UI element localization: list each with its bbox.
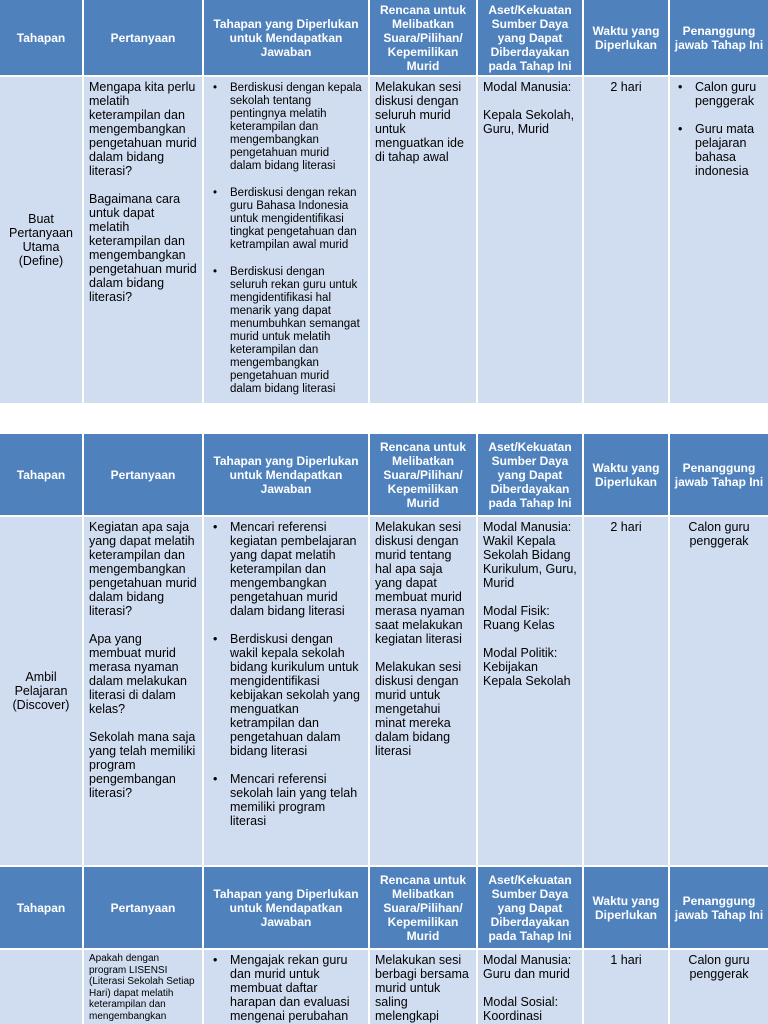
aset-text: Modal Manusia: Wakil Kepala Sekolah Bidang Kurikulum, Guru, Murid [483,520,577,590]
tahapan-list-cell [204,517,368,865]
pertanyaan-text: Mengapa kita perlu melatih keterampilan dan mengembangkan pengetahuan murid dalam bidang literasi? [89,80,197,178]
list-item: • Mencari referensi kegiatan pembelajaran yang dapat melatih keterampilan dan mengembangkan pengetahuan murid dalam bidang literasi [230,520,363,618]
penanggung-cell [670,950,768,1024]
rencana-text: Melakukan sesi berbagi bersama murid untuk saling melengkapi [375,953,469,1023]
header-aset: Aset/Kekuatan Sumber Daya yang Dapat Diberdayakan pada Tahap Ini [478,0,582,75]
header-penanggung: Penanggung jawab Tahap Ini [670,867,768,948]
aset-text: Modal Manusia: [483,80,572,94]
header-tahapan: Tahapan [0,867,82,948]
list-item: • Berdiskusi dengan rekan guru Bahasa Indonesia untuk mengidentifikasi tingkat pengetahuan dan ketrampilan awal murid [230,187,363,252]
header-waktu: Waktu yang Diperlukan [584,867,668,948]
pertanyaan-text: Kegiatan apa saja yang dapat melatih keterampilan dan mengembangkan pengetahuan murid dalam bidang literasi? [89,520,197,618]
header-tahapan-diperlukan: Tahapan yang Diperlukan untuk Mendapatkan Jawaban [204,0,368,75]
header-pertanyaan: Pertanyaan [84,867,202,948]
rencana-text: Melakukan sesi diskusi dengan murid tentang hal apa saja yang dapat membuat murid merasa nyaman saat melakukan kegiatan literasi [375,520,465,646]
list-item: • Berdiskusi dengan kepala sekolah tentang pentingnya melatih keterampilan dan mengembangkan pengetahuan murid dalam bidang literasi [230,82,363,173]
waktu-cell [584,950,668,1024]
rencana-cell [370,77,476,403]
rencana-text: Melakukan sesi diskusi dengan seluruh murid untuk menguatkan ide di tahap awal [375,80,464,164]
header-penanggung: Penanggung jawab Tahap Ini [670,434,768,515]
pertanyaan-text: Apa yang membuat murid merasa nyaman dalam melakukan literasi di dalam kelas? [89,632,187,716]
pertanyaan-cell [84,517,202,865]
header-tahapan: Tahapan [0,434,82,515]
list-item: • Berdiskusi dengan wakil kepala sekolah bidang kurikulum untuk mengidentifikasi kebijakan sekolah yang menguatkan ketrampilan dan pengetahuan dalam bidang literasi [230,632,363,758]
pertanyaan-text: Sekolah mana saja yang telah memiliki program pengembangan literasi? [89,730,196,800]
aset-text: Kepala Sekolah, Guru, Murid [483,108,575,136]
rencana-cell [370,950,476,1024]
header-pertanyaan: Pertanyaan [84,0,202,75]
pertanyaan-text: Apakah dengan program LISENSI (Literasi Sekolah Setiap Hari) dapat melatih keterampilan dan mengembangkan [89,953,195,1022]
header-rencana: Rencana untuk Melibatkan Suara/Pilihan/ Kepemilikan Murid [370,434,476,515]
header-tahapan-diperlukan: Tahapan yang Diperlukan untuk Mendapatkan Jawaban [204,867,368,948]
tahapan-list-cell [204,77,368,403]
tahapan-cell [0,950,82,1024]
pertanyaan-text: Bagaimana cara untuk dapat melatih keterampilan dan mengembangkan pengetahuan murid dalam bidang literasi? [89,192,197,304]
header-pertanyaan: Pertanyaan [84,434,202,515]
header-rencana: Rencana untuk Melibatkan Suara/Pilihan/ Kepemilikan Murid [370,867,476,948]
aset-cell [478,517,582,865]
header-waktu: Waktu yang Diperlukan [584,434,668,515]
aset-text: Modal Fisik: Ruang Kelas [483,604,555,632]
header-aset: Aset/Kekuatan Sumber Daya yang Dapat Diberdayakan pada Tahap Ini [478,434,582,515]
waktu-text: 1 hari [610,953,642,967]
aset-text: Modal Politik: Kebijakan Kepala Sekolah [483,646,571,688]
table-row [0,517,768,865]
tahapan-cell [0,77,82,403]
table-define [0,0,768,403]
aset-cell [478,77,582,403]
waktu-cell [584,77,668,403]
header-penanggung: Penanggung jawab Tahap Ini [670,0,768,75]
tahapan-label: Buat Pertanyaan Utama (Define) [9,212,73,268]
waktu-text: 2 hari [610,80,642,94]
list-item: • Mengajak rekan guru dan murid untuk membuat daftar harapan dan evaluasi mengenai perubahan [230,953,363,1023]
table-header [0,867,768,948]
list-item: • Mencari referensi sekolah lain yang telah memiliki program literasi [230,772,363,828]
table-row [0,950,768,1024]
header-aset: Aset/Kekuatan Sumber Daya yang Dapat Diberdayakan pada Tahap Ini [478,867,582,948]
rencana-text: Melakukan sesi diskusi dengan murid untuk mengetahui minat mereka dalam bidang literasi [375,660,462,758]
pertanyaan-cell [84,77,202,403]
aset-text: Modal Sosial: Koordinasi [483,995,559,1023]
penanggung-text: Calon guru penggerak [688,953,750,981]
list-item: • Berdiskusi dengan seluruh rekan guru untuk mengidentifikasi hal menarik yang dapat menumbuhkan semangat murid untuk melatih keterampilan dan mengembangkan pengetahuan murid dalam bidang literasi [230,266,363,396]
aset-text: Modal Manusia: Guru dan murid [483,953,572,981]
header-tahapan-diperlukan: Tahapan yang Diperlukan untuk Mendapatkan Jawaban [204,434,368,515]
table-header [0,434,768,515]
aset-cell [478,950,582,1024]
table-header [0,0,768,75]
rencana-cell [370,517,476,865]
waktu-cell [584,517,668,865]
pertanyaan-cell [84,950,202,1024]
list-item: • Guru mata pelajaran bahasa indonesia [695,122,763,178]
table-row [0,77,768,403]
list-item: • Calon guru penggerak [695,80,763,108]
penanggung-cell [670,517,768,865]
header-tahapan: Tahapan [0,0,82,75]
table-dream [0,867,768,1024]
waktu-text: 2 hari [610,520,642,534]
header-waktu: Waktu yang Diperlukan [584,0,668,75]
header-rencana: Rencana untuk Melibatkan Suara/Pilihan/ Kepemilikan Murid [370,0,476,75]
tahapan-cell [0,517,82,865]
table-discover [0,434,768,865]
penanggung-text: Calon guru penggerak [688,520,750,548]
penanggung-cell [670,77,768,403]
tahapan-label: Ambil Pelajaran (Discover) [12,670,70,712]
tahapan-list-cell [204,950,368,1024]
